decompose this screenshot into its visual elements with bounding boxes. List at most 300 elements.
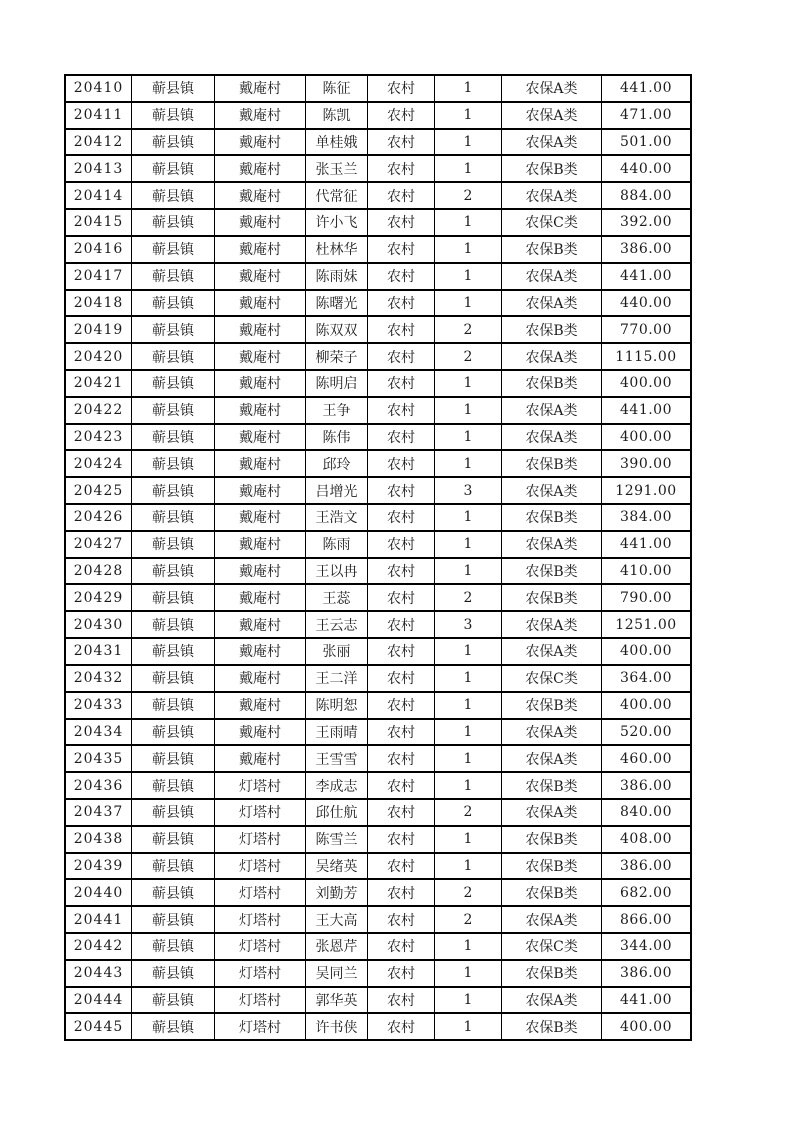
cell-village: 戴庵村 [215, 317, 306, 342]
cell-residence-type: 农村 [368, 210, 435, 235]
cell-record-id: 20441 [66, 907, 132, 932]
table-row [66, 532, 690, 559]
cell-insurance-category: 农保B类 [502, 961, 602, 986]
table-row [66, 183, 690, 210]
cell-amount: 364.00 [620, 670, 672, 687]
table-row [66, 264, 690, 291]
cell-town: 蕲县镇 [132, 291, 215, 316]
cell-person-count: 1 [435, 264, 502, 289]
cell-village: 戴庵村 [215, 156, 306, 181]
cell-amount: 400.00 [620, 375, 672, 392]
cell-town: 蕲县镇 [132, 505, 215, 530]
cell-amount: 384.00 [620, 509, 672, 526]
table-row [66, 291, 690, 318]
cell-amount: 392.00 [620, 214, 672, 231]
cell-insurance-category: 农保B类 [502, 1014, 602, 1039]
cell-insurance-category: 农保B类 [502, 880, 602, 905]
cell-record-id: 20421 [66, 371, 132, 396]
cell-residence-type: 农村 [368, 961, 435, 986]
cell-record-id: 20413 [66, 156, 132, 181]
cell-town: 蕲县镇 [132, 1014, 215, 1039]
cell-residence-type: 农村 [368, 264, 435, 289]
cell-town: 蕲县镇 [132, 666, 215, 691]
cell-town: 蕲县镇 [132, 934, 215, 959]
cell-village: 戴庵村 [215, 210, 306, 235]
table-row [66, 988, 690, 1015]
cell-residence-type: 农村 [368, 103, 435, 128]
cell-record-id: 20428 [66, 559, 132, 584]
cell-insurance-category: 农保A类 [502, 183, 602, 208]
cell-record-id: 20423 [66, 425, 132, 450]
cell-residence-type: 农村 [368, 773, 435, 798]
cell-person-name: 邱仕航 [306, 800, 368, 825]
cell-insurance-category: 农保B类 [502, 371, 602, 396]
cell-person-name: 王争 [306, 398, 368, 423]
cell-amount: 471.00 [620, 107, 672, 124]
cell-person-count: 1 [435, 156, 502, 181]
cell-person-count: 1 [435, 988, 502, 1013]
table-row [66, 237, 690, 264]
table-row [66, 961, 690, 988]
cell-residence-type: 农村 [368, 76, 435, 101]
cell-insurance-category: 农保B类 [502, 505, 602, 530]
cell-record-id: 20417 [66, 264, 132, 289]
cell-person-name: 陈明启 [306, 371, 368, 396]
cell-person-count: 2 [435, 585, 502, 610]
cell-person-name: 吴绪英 [306, 854, 368, 879]
cell-town: 蕲县镇 [132, 988, 215, 1013]
cell-insurance-category: 农保A类 [502, 76, 602, 101]
cell-person-name: 张丽 [306, 639, 368, 664]
table-row [66, 76, 690, 103]
cell-amount: 386.00 [620, 965, 672, 982]
cell-insurance-category: 农保A类 [502, 720, 602, 745]
cell-record-id: 20444 [66, 988, 132, 1013]
cell-person-name: 陈明恕 [306, 693, 368, 718]
cell-village: 灯塔村 [215, 907, 306, 932]
cell-village: 戴庵村 [215, 532, 306, 557]
cell-record-id: 20426 [66, 505, 132, 530]
cell-record-id: 20420 [66, 344, 132, 369]
cell-insurance-category: 农保B类 [502, 156, 602, 181]
cell-village: 戴庵村 [215, 344, 306, 369]
cell-insurance-category: 农保B类 [502, 559, 602, 584]
cell-village: 灯塔村 [215, 961, 306, 986]
cell-amount: 1115.00 [615, 348, 677, 365]
cell-person-name: 陈双双 [306, 317, 368, 342]
cell-town: 蕲县镇 [132, 639, 215, 664]
table-row [66, 451, 690, 478]
table-row [66, 693, 690, 720]
cell-town: 蕲县镇 [132, 585, 215, 610]
cell-person-name: 邱玲 [306, 451, 368, 476]
cell-town: 蕲县镇 [132, 76, 215, 101]
cell-residence-type: 农村 [368, 934, 435, 959]
cell-amount: 440.00 [620, 160, 672, 177]
table-row [66, 371, 690, 398]
cell-record-id: 20435 [66, 746, 132, 771]
cell-village: 戴庵村 [215, 720, 306, 745]
table-row [66, 585, 690, 612]
cell-person-count: 1 [435, 425, 502, 450]
cell-town: 蕲县镇 [132, 317, 215, 342]
cell-person-count: 1 [435, 291, 502, 316]
cell-person-name: 王二洋 [306, 666, 368, 691]
cell-amount: 501.00 [620, 134, 672, 151]
cell-village: 戴庵村 [215, 559, 306, 584]
cell-person-name: 陈雨 [306, 532, 368, 557]
cell-amount: 441.00 [620, 268, 672, 285]
cell-village: 戴庵村 [215, 183, 306, 208]
cell-person-name: 张玉兰 [306, 156, 368, 181]
cell-residence-type: 农村 [368, 693, 435, 718]
cell-record-id: 20419 [66, 317, 132, 342]
cell-amount: 386.00 [620, 777, 672, 794]
cell-person-count: 1 [435, 237, 502, 262]
cell-residence-type: 农村 [368, 612, 435, 637]
cell-person-name: 王以冉 [306, 559, 368, 584]
table-row [66, 344, 690, 371]
cell-amount: 400.00 [620, 697, 672, 714]
cell-residence-type: 农村 [368, 639, 435, 664]
cell-record-id: 20445 [66, 1014, 132, 1039]
table-row [66, 746, 690, 773]
cell-residence-type: 农村 [368, 183, 435, 208]
cell-town: 蕲县镇 [132, 773, 215, 798]
cell-town: 蕲县镇 [132, 827, 215, 852]
cell-insurance-category: 农保B类 [502, 317, 602, 342]
cell-person-name: 张恩芹 [306, 934, 368, 959]
cell-residence-type: 农村 [368, 666, 435, 691]
cell-person-count: 2 [435, 800, 502, 825]
cell-record-id: 20414 [66, 183, 132, 208]
table-row [66, 720, 690, 747]
table-row [66, 505, 690, 532]
cell-record-id: 20416 [66, 237, 132, 262]
cell-village: 戴庵村 [215, 291, 306, 316]
cell-insurance-category: 农保B类 [502, 237, 602, 262]
cell-insurance-category: 农保C类 [502, 210, 602, 235]
cell-town: 蕲县镇 [132, 156, 215, 181]
cell-residence-type: 农村 [368, 827, 435, 852]
cell-insurance-category: 农保A类 [502, 800, 602, 825]
cell-village: 灯塔村 [215, 773, 306, 798]
cell-person-name: 王雪雪 [306, 746, 368, 771]
cell-record-id: 20433 [66, 693, 132, 718]
cell-village: 戴庵村 [215, 746, 306, 771]
cell-person-name: 代常征 [306, 183, 368, 208]
table-row [66, 934, 690, 961]
cell-amount: 400.00 [620, 643, 672, 660]
cell-person-name: 王浩文 [306, 505, 368, 530]
cell-person-name: 吴同兰 [306, 961, 368, 986]
table-row [66, 317, 690, 344]
cell-town: 蕲县镇 [132, 720, 215, 745]
cell-residence-type: 农村 [368, 559, 435, 584]
cell-person-count: 2 [435, 907, 502, 932]
cell-town: 蕲县镇 [132, 532, 215, 557]
cell-insurance-category: 农保A类 [502, 612, 602, 637]
cell-town: 蕲县镇 [132, 183, 215, 208]
cell-insurance-category: 农保B类 [502, 585, 602, 610]
cell-residence-type: 农村 [368, 130, 435, 155]
cell-person-name: 吕增光 [306, 478, 368, 503]
cell-person-count: 1 [435, 371, 502, 396]
cell-town: 蕲县镇 [132, 854, 215, 879]
cell-town: 蕲县镇 [132, 344, 215, 369]
cell-village: 戴庵村 [215, 130, 306, 155]
cell-person-name: 陈征 [306, 76, 368, 101]
cell-village: 戴庵村 [215, 398, 306, 423]
table-row [66, 103, 690, 130]
cell-record-id: 20436 [66, 773, 132, 798]
cell-person-name: 李成志 [306, 773, 368, 798]
cell-insurance-category: 农保B类 [502, 451, 602, 476]
cell-village: 戴庵村 [215, 451, 306, 476]
cell-town: 蕲县镇 [132, 880, 215, 905]
cell-insurance-category: 农保A类 [502, 344, 602, 369]
cell-record-id: 20415 [66, 210, 132, 235]
cell-person-name: 王蕊 [306, 585, 368, 610]
cell-village: 戴庵村 [215, 639, 306, 664]
cell-residence-type: 农村 [368, 880, 435, 905]
cell-person-count: 1 [435, 505, 502, 530]
cell-residence-type: 农村 [368, 907, 435, 932]
cell-village: 灯塔村 [215, 1014, 306, 1039]
cell-person-count: 1 [435, 934, 502, 959]
cell-person-count: 2 [435, 183, 502, 208]
cell-amount: 400.00 [620, 1018, 672, 1035]
cell-amount: 884.00 [620, 187, 672, 204]
cell-village: 戴庵村 [215, 505, 306, 530]
table-row [66, 130, 690, 157]
cell-person-count: 1 [435, 210, 502, 235]
cell-person-name: 王云志 [306, 612, 368, 637]
cell-village: 灯塔村 [215, 827, 306, 852]
cell-residence-type: 农村 [368, 344, 435, 369]
cell-residence-type: 农村 [368, 720, 435, 745]
cell-record-id: 20439 [66, 854, 132, 879]
cell-person-name: 陈雪兰 [306, 827, 368, 852]
cell-amount: 408.00 [620, 831, 672, 848]
cell-person-name: 刘勤芳 [306, 880, 368, 905]
cell-residence-type: 农村 [368, 156, 435, 181]
cell-record-id: 20427 [66, 532, 132, 557]
cell-person-count: 3 [435, 478, 502, 503]
cell-amount: 441.00 [620, 80, 672, 97]
cell-residence-type: 农村 [368, 585, 435, 610]
table-row [66, 907, 690, 934]
cell-insurance-category: 农保A类 [502, 291, 602, 316]
cell-amount: 460.00 [620, 750, 672, 767]
cell-residence-type: 农村 [368, 398, 435, 423]
cell-record-id: 20440 [66, 880, 132, 905]
table-row [66, 156, 690, 183]
cell-record-id: 20418 [66, 291, 132, 316]
cell-insurance-category: 农保A类 [502, 425, 602, 450]
cell-person-count: 1 [435, 451, 502, 476]
cell-amount: 866.00 [620, 911, 672, 928]
cell-record-id: 20437 [66, 800, 132, 825]
cell-residence-type: 农村 [368, 425, 435, 450]
cell-person-count: 1 [435, 76, 502, 101]
table-row [66, 210, 690, 237]
cell-record-id: 20411 [66, 103, 132, 128]
cell-person-count: 1 [435, 961, 502, 986]
cell-record-id: 20442 [66, 934, 132, 959]
cell-person-count: 1 [435, 666, 502, 691]
cell-record-id: 20410 [66, 76, 132, 101]
cell-town: 蕲县镇 [132, 371, 215, 396]
table-row [66, 666, 690, 693]
cell-record-id: 20429 [66, 585, 132, 610]
table-row [66, 773, 690, 800]
cell-insurance-category: 农保A类 [502, 639, 602, 664]
cell-person-name: 郭华英 [306, 988, 368, 1013]
cell-record-id: 20425 [66, 478, 132, 503]
cell-person-name: 陈伟 [306, 425, 368, 450]
cell-town: 蕲县镇 [132, 800, 215, 825]
cell-amount: 410.00 [620, 563, 672, 580]
cell-record-id: 20443 [66, 961, 132, 986]
cell-town: 蕲县镇 [132, 103, 215, 128]
cell-person-name: 王大高 [306, 907, 368, 932]
cell-residence-type: 农村 [368, 800, 435, 825]
cell-town: 蕲县镇 [132, 210, 215, 235]
cell-amount: 441.00 [620, 402, 672, 419]
cell-insurance-category: 农保B类 [502, 693, 602, 718]
cell-insurance-category: 农保A类 [502, 532, 602, 557]
table-row [66, 1014, 690, 1039]
cell-insurance-category: 农保A类 [502, 130, 602, 155]
cell-residence-type: 农村 [368, 451, 435, 476]
table-row [66, 559, 690, 586]
cell-village: 灯塔村 [215, 854, 306, 879]
cell-town: 蕲县镇 [132, 746, 215, 771]
cell-amount: 1291.00 [615, 482, 677, 499]
cell-village: 戴庵村 [215, 693, 306, 718]
cell-town: 蕲县镇 [132, 398, 215, 423]
cell-town: 蕲县镇 [132, 237, 215, 262]
cell-insurance-category: 农保A类 [502, 907, 602, 932]
cell-person-name: 许小飞 [306, 210, 368, 235]
cell-residence-type: 农村 [368, 291, 435, 316]
cell-village: 戴庵村 [215, 585, 306, 610]
table-row [66, 880, 690, 907]
cell-residence-type: 农村 [368, 371, 435, 396]
cell-village: 灯塔村 [215, 988, 306, 1013]
cell-insurance-category: 农保A类 [502, 264, 602, 289]
cell-village: 戴庵村 [215, 237, 306, 262]
cell-person-count: 1 [435, 532, 502, 557]
cell-person-count: 1 [435, 827, 502, 852]
cell-amount: 386.00 [620, 241, 672, 258]
cell-person-count: 1 [435, 639, 502, 664]
cell-residence-type: 农村 [368, 478, 435, 503]
cell-person-count: 1 [435, 1014, 502, 1039]
cell-person-count: 1 [435, 854, 502, 879]
cell-person-name: 陈雨妹 [306, 264, 368, 289]
cell-person-count: 1 [435, 130, 502, 155]
cell-insurance-category: 农保A类 [502, 988, 602, 1013]
cell-amount: 790.00 [620, 589, 672, 606]
cell-amount: 400.00 [620, 428, 672, 445]
cell-person-count: 2 [435, 317, 502, 342]
cell-town: 蕲县镇 [132, 612, 215, 637]
cell-town: 蕲县镇 [132, 451, 215, 476]
cell-person-name: 陈曙光 [306, 291, 368, 316]
cell-residence-type: 农村 [368, 854, 435, 879]
cell-insurance-category: 农保A类 [502, 746, 602, 771]
cell-town: 蕲县镇 [132, 559, 215, 584]
cell-village: 戴庵村 [215, 425, 306, 450]
cell-village: 灯塔村 [215, 880, 306, 905]
cell-record-id: 20438 [66, 827, 132, 852]
cell-person-count: 1 [435, 746, 502, 771]
cell-person-count: 1 [435, 693, 502, 718]
cell-residence-type: 农村 [368, 505, 435, 530]
cell-record-id: 20422 [66, 398, 132, 423]
cell-town: 蕲县镇 [132, 425, 215, 450]
cell-person-count: 1 [435, 559, 502, 584]
cell-record-id: 20434 [66, 720, 132, 745]
cell-person-count: 1 [435, 773, 502, 798]
table-row [66, 854, 690, 881]
cell-insurance-category: 农保B类 [502, 773, 602, 798]
cell-village: 戴庵村 [215, 612, 306, 637]
table-row [66, 612, 690, 639]
cell-person-count: 1 [435, 398, 502, 423]
cell-insurance-category: 农保B类 [502, 854, 602, 879]
cell-residence-type: 农村 [368, 532, 435, 557]
cell-village: 戴庵村 [215, 264, 306, 289]
cell-insurance-category: 农保B类 [502, 827, 602, 852]
cell-amount: 840.00 [620, 804, 672, 821]
cell-record-id: 20430 [66, 612, 132, 637]
cell-village: 戴庵村 [215, 371, 306, 396]
cell-insurance-category: 农保A类 [502, 398, 602, 423]
cell-village: 灯塔村 [215, 800, 306, 825]
cell-insurance-category: 农保A类 [502, 478, 602, 503]
cell-person-count: 1 [435, 720, 502, 745]
cell-insurance-category: 农保C类 [502, 666, 602, 691]
table-row [66, 478, 690, 505]
cell-village: 戴庵村 [215, 666, 306, 691]
cell-person-count: 1 [435, 103, 502, 128]
table-row [66, 800, 690, 827]
table-row [66, 425, 690, 452]
cell-amount: 390.00 [620, 455, 672, 472]
table-row [66, 398, 690, 425]
cell-amount: 441.00 [620, 992, 672, 1009]
cell-town: 蕲县镇 [132, 264, 215, 289]
cell-village: 戴庵村 [215, 478, 306, 503]
cell-person-name: 柳荣子 [306, 344, 368, 369]
cell-record-id: 20432 [66, 666, 132, 691]
cell-residence-type: 农村 [368, 237, 435, 262]
cell-town: 蕲县镇 [132, 478, 215, 503]
cell-village: 戴庵村 [215, 103, 306, 128]
cell-person-name: 陈凯 [306, 103, 368, 128]
cell-amount: 441.00 [620, 536, 672, 553]
cell-amount: 770.00 [620, 321, 672, 338]
cell-residence-type: 农村 [368, 1014, 435, 1039]
cell-person-count: 2 [435, 880, 502, 905]
cell-town: 蕲县镇 [132, 130, 215, 155]
cell-amount: 440.00 [620, 294, 672, 311]
cell-amount: 386.00 [620, 857, 672, 874]
table-row [66, 639, 690, 666]
